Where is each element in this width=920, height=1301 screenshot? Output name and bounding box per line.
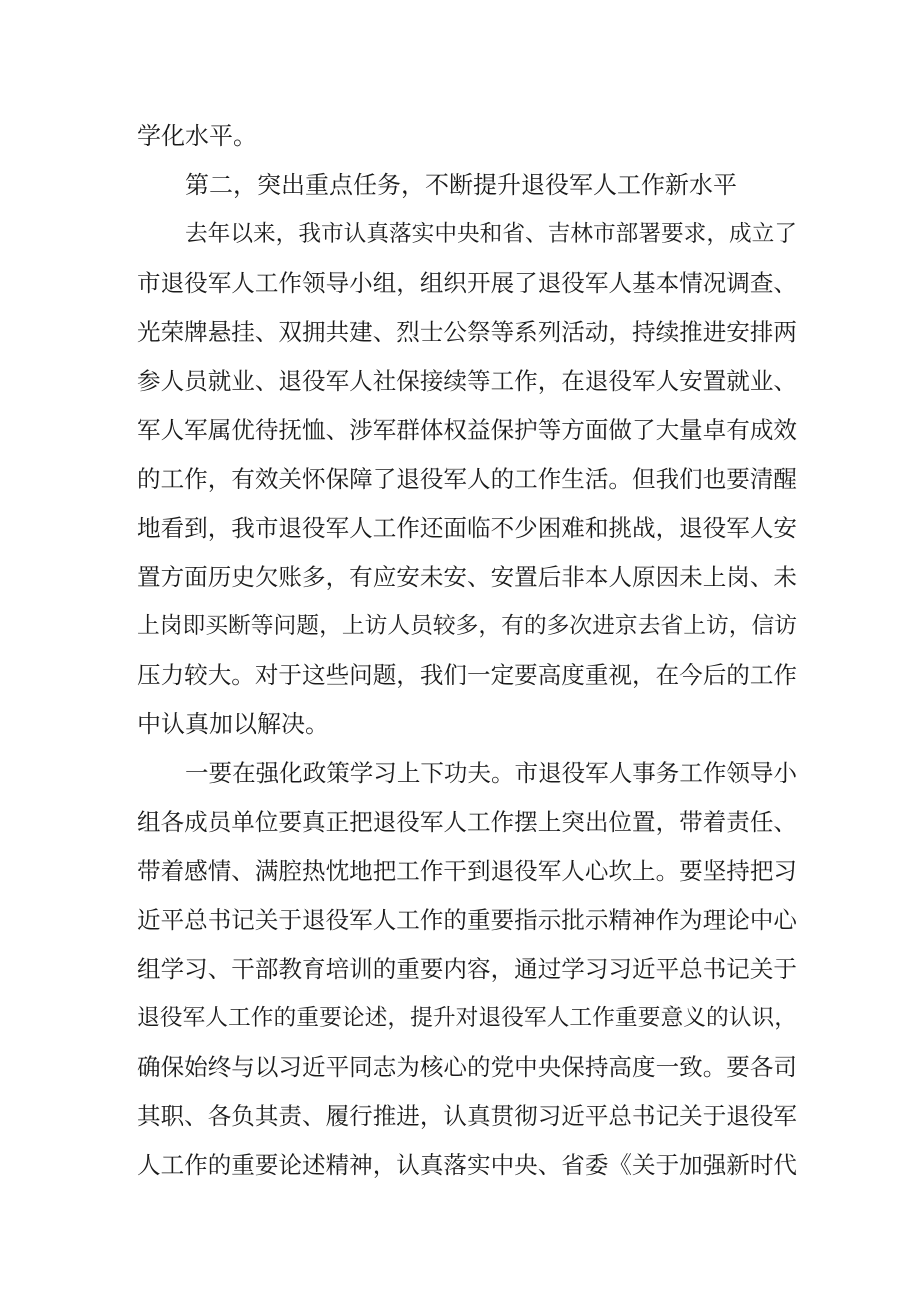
text-line: 人工作的重要论述精神，认真落实中央、省委《关于加强新时代 [137,1151,797,1179]
text-line: 带着感情、满腔热忱地把工作干到退役军人心坎上。要坚持把习 [137,857,797,885]
text-line: 近平总书记关于退役军人工作的重要指示批示精神作为理论中心 [137,906,797,934]
text-line: 压力较大。对于这些问题，我们一定要高度重视，在今后的工作 [137,661,797,689]
text-line: 确保始终与以习近平同志为核心的党中央保持高度一致。要各司 [137,1053,797,1081]
text-line: 其职、各负其责、履行推进，认真贯彻习近平总书记关于退役军 [137,1102,797,1130]
text-line: 组学习、干部教育培训的重要内容，通过学习习近平总书记关于 [137,955,797,983]
text-line: 市退役军人工作领导小组，组织开展了退役军人基本情况调查、 [137,269,797,297]
text-line: 一要在强化政策学习上下功夫。市退役军人事务工作领导小 [185,759,797,787]
text-line: 去年以来，我市认真落实中央和省、吉林市部署要求，成立了 [185,221,797,247]
text-line: 军人军属优待抚恤、涉军群体权益保护等方面做了大量卓有成效 [137,416,797,444]
section-heading: 第二，突出重点任务，不断提升退役军人工作新水平 [185,171,737,199]
text-line: 退役军人工作的重要论述，提升对退役军人工作重要意义的认识， [137,1005,797,1031]
text-line: 组各成员单位要真正把退役军人工作摆上突出位置，带着责任、 [137,808,797,836]
text-line: 地看到，我市退役军人工作还面临不少困难和挑战，退役军人安 [137,514,797,542]
text-line: 中认真加以解决。 [137,710,329,738]
text-line: 光荣牌悬挂、双拥共建、烈士公祭等系列活动，持续推进安排两 [137,318,797,346]
text-line: 置方面历史欠账多，有应安未安、安置后非本人原因未上岗、未 [137,563,797,591]
text-line: 学化水平。 [137,122,257,150]
text-line: 上岗即买断等问题，上访人员较多，有的多次进京去省上访，信访 [137,613,797,639]
text-line: 的工作，有效关怀保障了退役军人的工作生活。但我们也要清醒 [137,465,797,493]
text-line: 参人员就业、退役军人社保接续等工作，在退役军人安置就业、 [137,367,797,395]
